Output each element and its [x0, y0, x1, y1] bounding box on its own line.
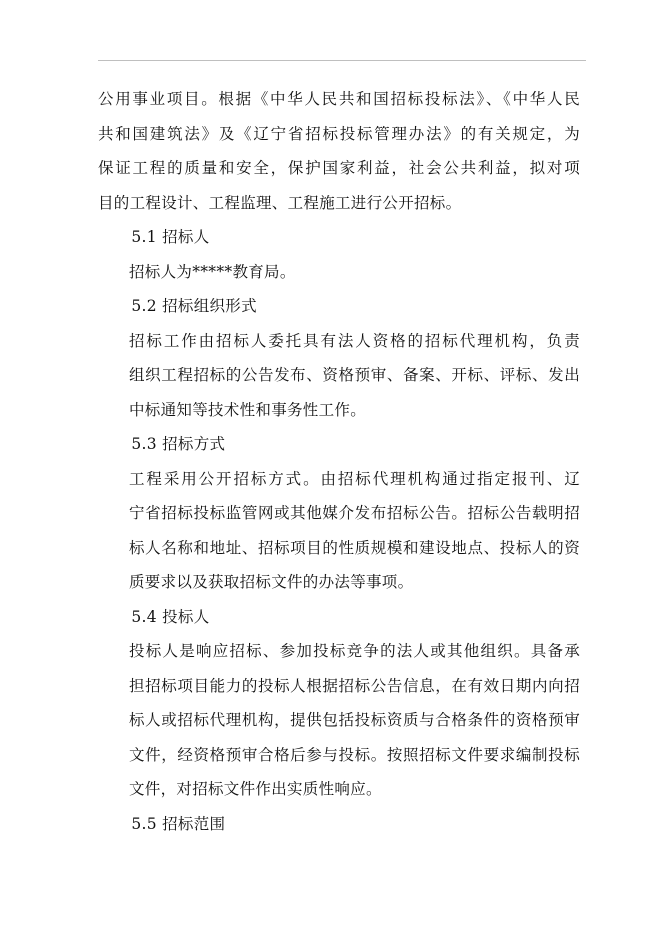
- section-heading-5-4: 5.4 投标人: [131, 607, 210, 626]
- text-line: 保证工程的质量和安全，保护国家利益，社会公共利益，拟对项: [98, 159, 580, 177]
- text-line: 担招标项目能力的投标人根据招标公告信息，在有效日期内向招: [129, 676, 580, 695]
- section-heading-5-3: 5.3 招标方式: [131, 435, 226, 453]
- text-line: 招标工作由招标人委托具有法人资格的招标代理机构，负责: [129, 331, 580, 350]
- text-line: 标人名称和地址、招标项目的性质规模和建设地点、投标人的资: [129, 538, 580, 557]
- text-line: 中标通知等技术性和事务性工作。: [129, 400, 367, 419]
- body-text: [98, 82, 580, 841]
- section-heading-5-2: 5.2 招标组织形式: [131, 297, 257, 315]
- text-line: 宁省招标投标监管网或其他媒介发布招标公告。招标公告载明招: [129, 504, 580, 522]
- paragraph-organization: [98, 324, 580, 428]
- text-line: 标人或招标代理机构，提供包括投标资质与合格条件的资格预审: [129, 711, 580, 729]
- section-heading-5-5: 5.5 招标范围: [131, 814, 226, 833]
- paragraph-intro: [98, 82, 580, 220]
- text-line: 组织工程招标的公告发布、资格预审、备案、开标、评标、发出: [129, 366, 580, 384]
- text-line: 目的工程设计、工程监理、工程施工进行公开招标。: [98, 193, 462, 212]
- text-line: 投标人是响应招标、参加投标竞争的法人或其他组织。具备承: [129, 642, 580, 660]
- paragraph-method: [98, 462, 580, 600]
- text-line: 文件，对招标文件作出实质性响应。: [129, 780, 382, 798]
- paragraph-bidder: [98, 634, 580, 807]
- text-line: 工程采用公开招标方式。由招标代理机构通过指定报刊、辽: [129, 469, 580, 488]
- paragraph-tenderer: [98, 255, 580, 290]
- section-heading-5-1: 5.1 招标人: [131, 228, 210, 246]
- text-line: 文件，经资格预审合格后参与投标。按照招标文件要求编制投标: [129, 745, 580, 764]
- text-line: 公用事业项目。根据《中华人民共和国招标投标法》、《中华人民: [98, 90, 580, 108]
- text-line: 质要求以及获取招标文件的办法等事项。: [129, 573, 414, 591]
- header-rule: [98, 60, 586, 61]
- text-line: 共和国建筑法》及《辽宁省招标投标管理办法》的有关规定，为: [98, 124, 580, 143]
- text-line: 招标人为*****教育局。: [129, 262, 296, 281]
